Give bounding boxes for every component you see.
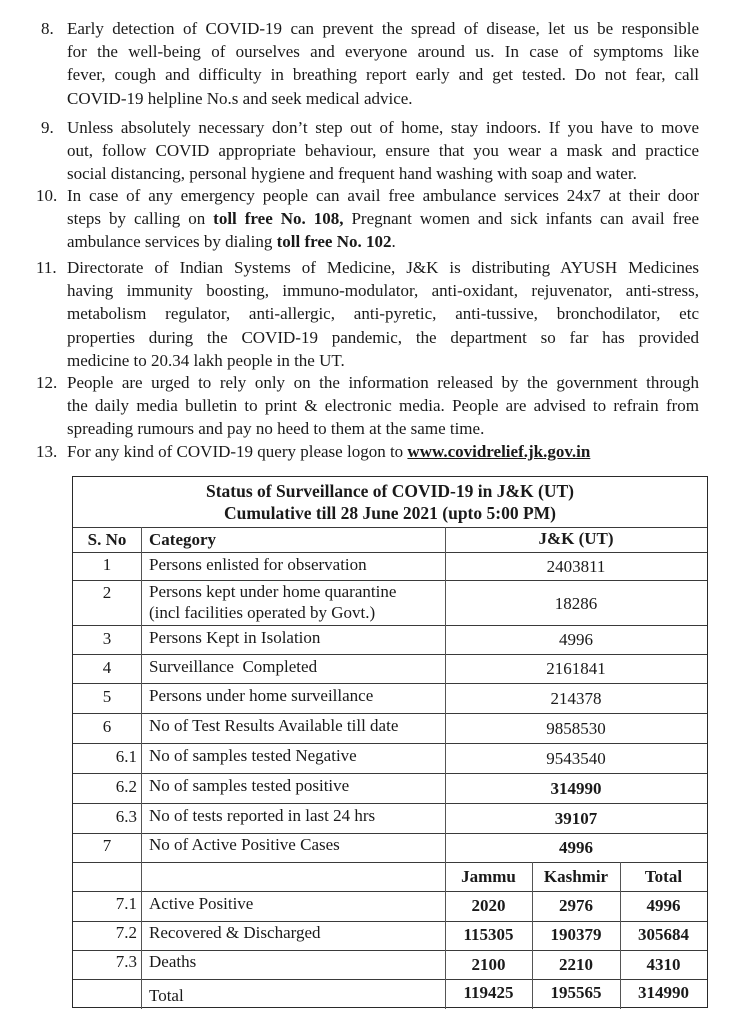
header-jammu: Jammu — [461, 867, 516, 886]
cell-jammu: 2020 — [471, 896, 506, 915]
row-divider — [73, 833, 707, 834]
row-sno: 3 — [102, 629, 112, 648]
text-line: fever, cough and difficulty in breathing report early and get tested. Do not fear, call — [67, 65, 699, 85]
cell-kashmir: 2976 — [559, 896, 593, 915]
text-line: metabolism regulator, anti-allergic, anti-pyretic, anti-tussive, bronchodilator, etc — [67, 304, 699, 324]
toll-free-102: toll free No. 102 — [276, 232, 392, 252]
text-line: the daily media bulletin to print & electronic media. People are advised to refrain from — [67, 396, 699, 416]
row-category: No of samples tested positive — [149, 776, 350, 795]
row-divider — [73, 527, 707, 528]
covidrelief-link[interactable]: www.covidrelief.jk.gov.in — [407, 442, 591, 461]
cell-total: 305684 — [638, 925, 689, 944]
item-text — [67, 184, 699, 254]
text-line: having immunity boosting, immuno-modulator, anti-oxidant, rejuvenator, anti-stress, — [67, 281, 699, 301]
row-divider — [73, 803, 707, 804]
header-total: Total — [644, 867, 683, 886]
row-divider — [73, 773, 707, 774]
row-value: 18286 — [554, 594, 598, 613]
surveillance-table — [72, 476, 708, 1008]
row-category: No of Active Positive Cases — [149, 835, 340, 854]
text-line: Directorate of Indian Systems of Medicine, J&K is distributing AYUSH Medicines — [67, 258, 699, 277]
row-category: Persons under home surveillance — [149, 686, 374, 705]
cell-total: 314990 — [638, 983, 689, 1002]
item-number: 11. — [36, 258, 57, 277]
row-value: 214378 — [550, 689, 602, 708]
text-line: In case of any emergency people can avail free ambulance services 24x7 at their door — [67, 186, 699, 205]
row-value: 39107 — [554, 809, 598, 828]
row-sno: 2 — [102, 583, 112, 602]
text-line — [67, 207, 699, 230]
row-category: Persons kept under home quarantine — [149, 582, 397, 601]
header-category: Category — [149, 530, 217, 549]
row-category: No of samples tested Negative — [149, 746, 357, 765]
row-sno: 6.1 — [115, 747, 137, 766]
row-divider — [73, 921, 707, 922]
row-category: No of Test Results Available till date — [149, 716, 399, 735]
text-fragment: ambulance services by dialing — [67, 232, 277, 252]
row-category: Persons Kept in Isolation — [149, 628, 321, 647]
row-sno: 6.2 — [115, 777, 137, 796]
row-value: 9543540 — [546, 749, 606, 768]
row-sno: 1 — [102, 555, 112, 574]
table-title-line2: Cumulative till 28 June 2021 (upto 5:00 PM) — [223, 503, 556, 523]
row-category: Persons enlisted for observation — [149, 555, 367, 574]
text-line: Early detection of COVID-19 can prevent the spread of disease, let us be responsible — [67, 19, 699, 38]
row-sno: 6.3 — [115, 807, 137, 826]
item-text — [67, 116, 699, 186]
row-category: Active Positive — [149, 894, 254, 913]
item-text — [67, 17, 699, 110]
table-title-line1: Status of Surveillance of COVID-19 in J&K (UT) — [206, 481, 574, 501]
row-sno: 4 — [102, 658, 112, 677]
item-number: 13. — [36, 442, 58, 461]
item-text — [67, 371, 699, 441]
text-line: medicine to 20.34 lakh people in the UT. — [67, 350, 345, 370]
row-divider — [73, 891, 707, 892]
item-text — [67, 440, 699, 463]
cell-kashmir: 195565 — [550, 983, 602, 1002]
row-sno: 7 — [102, 836, 112, 855]
text-line: People are urged to rely only on the information released by the government through — [67, 373, 699, 392]
cell-total: 4996 — [646, 896, 681, 915]
row-divider — [73, 552, 707, 553]
col-divider — [141, 527, 142, 1009]
row-value: 2403811 — [546, 557, 606, 576]
row-sno: 7.1 — [115, 894, 137, 913]
header-kashmir: Kashmir — [543, 867, 609, 886]
row-value: 2161841 — [546, 659, 606, 678]
row-divider — [73, 950, 707, 951]
item-text — [67, 256, 699, 372]
header-sno: S. No — [87, 530, 127, 549]
item-number: 8. — [41, 19, 54, 38]
row-sno: 7.2 — [115, 923, 137, 942]
row-divider — [73, 580, 707, 581]
row-divider — [73, 625, 707, 626]
row-sno: 6 — [102, 717, 112, 736]
text-line: COVID-19 helpline No.s and seek medical advice. — [67, 88, 413, 108]
cell-kashmir: 190379 — [550, 925, 602, 944]
row-category: Recovered & Discharged — [149, 923, 321, 942]
row-value: 4996 — [559, 630, 593, 649]
row-divider — [73, 743, 707, 744]
row-category: Surveillance Completed — [149, 657, 318, 676]
row-divider — [73, 979, 707, 980]
row-divider — [73, 683, 707, 684]
text-line — [67, 230, 699, 253]
text-fragment: For any kind of COVID-19 query please logon to — [67, 442, 408, 461]
item-number: 9. — [41, 118, 54, 137]
row-category-line2: (incl facilities operated by Govt.) — [149, 603, 376, 622]
cell-jammu: 2100 — [471, 955, 506, 974]
text-line: properties during the COVID-19 pandemic, the department so far has provided — [67, 327, 699, 347]
text-line: out, follow COVID appropriate behaviour, ensure that you wear a mask and practice — [67, 141, 699, 161]
text-line: social distancing, personal hygiene and frequent hand washing with soap and water. — [67, 164, 637, 184]
row-value: 314990 — [550, 779, 602, 798]
text-line: Unless absolutely necessary don’t step out of home, stay indoors. If you have to move — [67, 118, 699, 137]
cell-jammu: 115305 — [463, 925, 514, 944]
row-divider — [73, 713, 707, 714]
text-line: spreading rumours and pay no heed to them at the same time. — [67, 419, 485, 439]
cell-jammu: 119425 — [463, 983, 514, 1002]
cell-total: 4310 — [646, 955, 681, 974]
text-line: for the well-being of ourselves and everyone around us. In case of symptoms like — [67, 42, 699, 62]
header-value: J&K (UT) — [538, 529, 614, 548]
item-number: 12. — [36, 373, 58, 392]
row-category: No of tests reported in last 24 hrs — [149, 806, 376, 825]
row-divider — [73, 654, 707, 655]
row-divider — [73, 862, 707, 863]
cell-kashmir: 2210 — [559, 955, 593, 974]
row-category: Deaths — [149, 952, 197, 971]
item-number: 10. — [36, 186, 58, 205]
row-value: 9858530 — [546, 719, 606, 738]
row-sno: 5 — [102, 687, 112, 706]
text-line — [67, 440, 699, 463]
text-fragment: . — [391, 232, 396, 252]
row-category: Total — [149, 986, 184, 1005]
text-fragment: Pregnant women and sick infants can avail free — [343, 209, 700, 229]
toll-free-108: toll free No. 108, — [213, 209, 344, 229]
row-sno: 7.3 — [115, 952, 137, 971]
row-value: 4996 — [559, 838, 593, 857]
text-fragment: steps by calling on — [67, 209, 214, 229]
